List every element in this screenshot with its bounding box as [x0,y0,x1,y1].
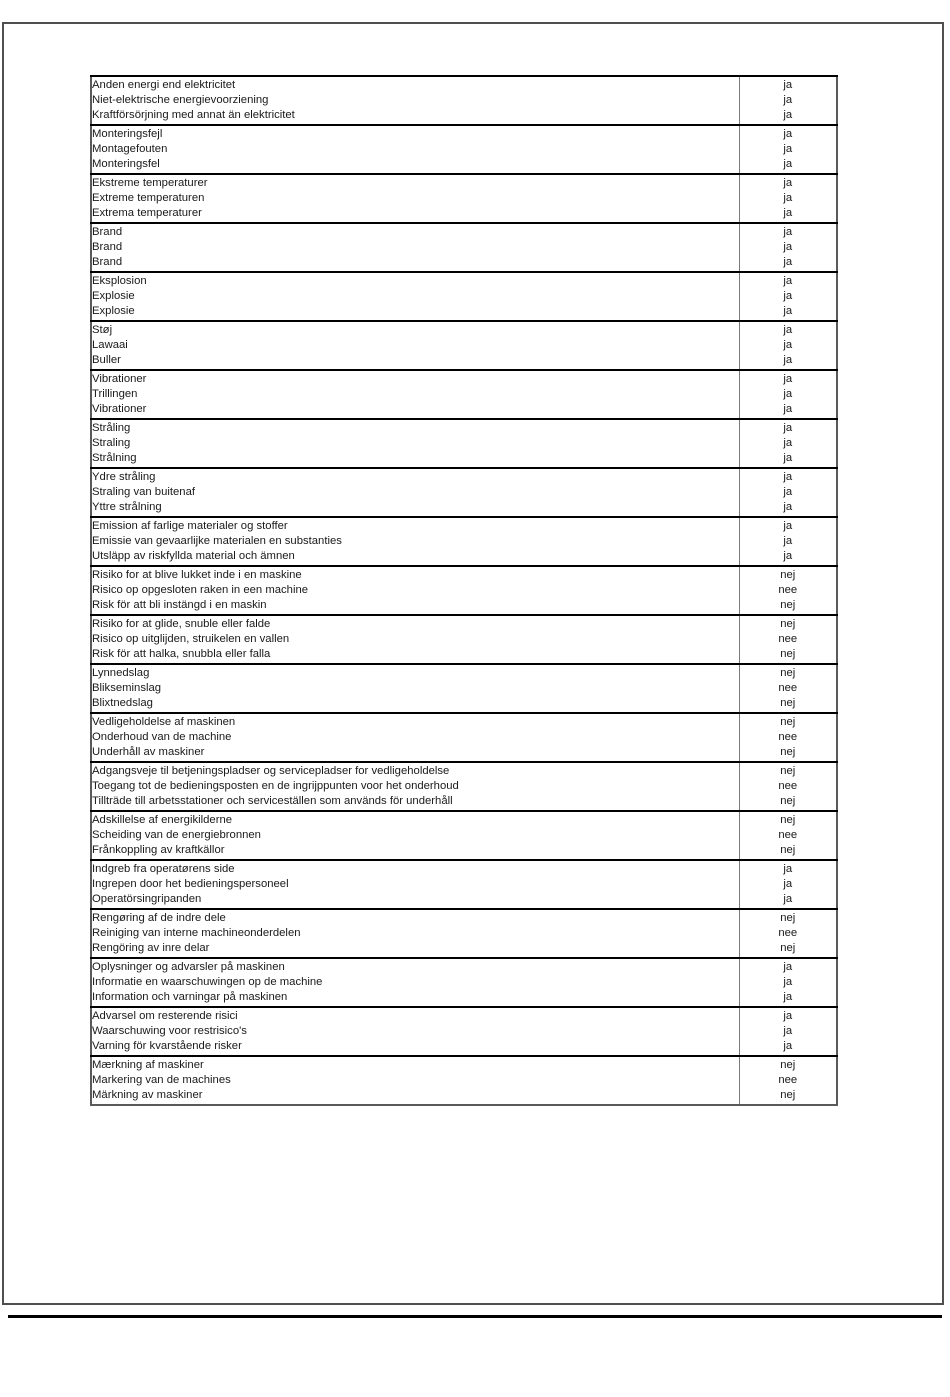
risk-label-cell: Adskillelse af energikilderne [91,811,739,828]
risk-label-cell: Explosie [92,305,135,317]
risk-label-cell: Brand [92,256,123,268]
risk-label-cell: Rengöring av inre delar [92,942,210,954]
risk-label-cell: Vibrationer [92,403,147,415]
answer-cell: ja [739,240,837,255]
risk-label-cell: Eksplosion [91,272,739,289]
risk-label-cell: Straling van buitenaf [92,486,195,498]
table-row [91,696,837,713]
table-row [91,745,837,762]
table-row [91,338,837,353]
risk-label-cell: Brand [91,223,739,240]
table-row [91,1056,837,1073]
risk-label-cell: Frånkoppling av kraftkällor [92,844,225,856]
risk-label-cell: Tillträde till arbetsstationer och serviceställen som används för underhåll [92,795,453,807]
table-row [91,157,837,174]
answer-cell: ja [739,436,837,451]
risk-label-cell: Montagefouten [92,143,168,155]
table-row [91,958,837,975]
risk-label-cell: Indgreb fra operatørens side [91,860,739,877]
risk-label-cell: Risiko for at glide, snuble eller falde [91,615,739,632]
table-row [91,762,837,779]
answer-cell: nee [739,926,837,941]
risk-label-cell: Støj [91,321,739,338]
risk-label-cell: Extrema temperaturer [92,207,202,219]
risk-checklist-table [90,75,838,1106]
table-row [91,272,837,289]
answer-cell: ja [739,125,837,142]
risk-label-cell: Adgangsveje til betjeningspladser og servicepladser for vedligeholdelse [91,762,739,779]
risk-label-cell: Utsläpp av riskfyllda material och ämnen [92,550,295,562]
answer-cell: nej [739,1088,837,1105]
risk-label-cell: Straling [92,437,131,449]
table-row [91,730,837,745]
table-row [91,304,837,321]
table-row [91,93,837,108]
table-row [91,794,837,811]
risk-label-cell: Extreme temperaturen [92,192,205,204]
answer-cell: nee [739,828,837,843]
answer-cell: ja [739,304,837,321]
answer-cell: ja [739,387,837,402]
table-row [91,223,837,240]
answer-cell: ja [739,206,837,223]
table-row [91,174,837,191]
answer-cell: ja [739,1039,837,1056]
risk-label-cell: Onderhoud van de machine [92,731,232,743]
risk-label-cell: Underhåll av maskiner [92,746,205,758]
answer-cell: nee [739,730,837,745]
table-row [91,191,837,206]
table-row [91,828,837,843]
answer-cell: ja [739,892,837,909]
answer-cell: ja [739,468,837,485]
risk-label-cell: Vibrationer [91,370,739,387]
answer-cell: ja [739,191,837,206]
risk-label-cell: Information och varningar på maskinen [92,991,288,1003]
table-row [91,370,837,387]
table-row [91,517,837,534]
risk-label-cell: Buller [92,354,121,366]
answer-cell: ja [739,76,837,93]
table-row [91,843,837,860]
answer-cell: nej [739,696,837,713]
page-frame [2,22,944,1305]
footer-rule [8,1315,942,1318]
answer-cell: nej [739,843,837,860]
risk-label-cell: Monteringsfel [92,158,160,170]
risk-label-cell: Risk för att halka, snubbla eller falla [92,648,271,660]
table-row [91,549,837,566]
risk-label-cell: Märkning av maskiner [92,1089,203,1101]
table-row [91,1088,837,1105]
answer-cell: ja [739,517,837,534]
answer-cell: ja [739,500,837,517]
table-row [91,419,837,436]
table-row [91,681,837,696]
risk-label-cell: Risiko for at blive lukket inde i en maskine [91,566,739,583]
table-row [91,500,837,517]
risk-label-cell: Blixtnedslag [92,697,153,709]
risk-label-cell: Ydre stråling [91,468,739,485]
risk-label-cell: Rengøring af de indre dele [91,909,739,926]
table-row [91,909,837,926]
answer-cell: ja [739,108,837,125]
risk-label-cell: Operatörsingripanden [92,893,202,905]
risk-label-cell: Oplysninger og advarsler på maskinen [91,958,739,975]
answer-cell: ja [739,990,837,1007]
risk-label-cell: Risico op uitglijden, struikelen en vallen [92,633,290,645]
risk-label-cell: Blikseminslag [92,682,162,694]
risk-label-cell: Monteringsfejl [91,125,739,142]
risk-label-cell: Ekstreme temperaturer [91,174,739,191]
answer-cell: nej [739,762,837,779]
answer-cell: ja [739,93,837,108]
risk-label-cell: Stråling [91,419,739,436]
table-row [91,289,837,304]
table-row [91,240,837,255]
answer-cell: ja [739,975,837,990]
risk-label-cell: Mærkning af maskiner [91,1056,739,1073]
answer-cell: nej [739,794,837,811]
risk-label-cell: Scheiding van de energiebronnen [92,829,261,841]
table-row [91,926,837,941]
answer-cell: nej [739,647,837,664]
table-row [91,811,837,828]
answer-cell: ja [739,370,837,387]
table-row [91,485,837,500]
answer-cell: ja [739,255,837,272]
table-row [91,108,837,125]
table-row [91,860,837,877]
answer-cell: nej [739,811,837,828]
table-row [91,451,837,468]
risk-label-cell: Kraftförsörjning med annat än elektricitet [92,109,295,121]
risk-label-cell: Strålning [92,452,137,464]
risk-label-cell: Informatie en waarschuwingen op de machine [92,976,323,988]
answer-cell: ja [739,1007,837,1024]
answer-cell: ja [739,353,837,370]
table-row [91,990,837,1007]
answer-cell: ja [739,223,837,240]
table-row [91,468,837,485]
checklist-table-body [91,76,837,1105]
risk-label-cell: Risk för att bli instängd i en maskin [92,599,267,611]
answer-cell: ja [739,321,837,338]
answer-cell: nee [739,1073,837,1088]
answer-cell: ja [739,419,837,436]
risk-label-cell: Brand [92,241,123,253]
risk-label-cell: Markering van de machines [92,1074,231,1086]
table-row [91,941,837,958]
table-row [91,779,837,794]
answer-cell: ja [739,338,837,353]
risk-label-cell: Lawaai [92,339,128,351]
answer-cell: nej [739,615,837,632]
table-row [91,125,837,142]
table-row [91,615,837,632]
risk-label-cell: Explosie [92,290,135,302]
risk-label-cell: Waarschuwing voor restrisico's [92,1025,247,1037]
table-row [91,321,837,338]
answer-cell: ja [739,485,837,500]
risk-label-cell: Lynnedslag [91,664,739,681]
risk-label-cell: Anden energi end elektricitet [91,76,739,93]
table-row [91,566,837,583]
table-row [91,1007,837,1024]
answer-cell: nej [739,909,837,926]
answer-cell: ja [739,860,837,877]
table-row [91,1073,837,1088]
answer-cell: nej [739,1056,837,1073]
table-row [91,647,837,664]
answer-cell: ja [739,157,837,174]
answer-cell: nej [739,566,837,583]
risk-label-cell: Varning för kvarstående risker [92,1040,242,1052]
answer-cell: nee [739,632,837,647]
table-row [91,975,837,990]
answer-cell: ja [739,549,837,566]
risk-label-cell: Reiniging van interne machineonderdelen [92,927,301,939]
answer-cell: nee [739,779,837,794]
answer-cell: nee [739,583,837,598]
risk-label-cell: Emission af farlige materialer og stoffer [91,517,739,534]
table-row [91,76,837,93]
answer-cell: ja [739,142,837,157]
answer-cell: nej [739,713,837,730]
table-row [91,534,837,549]
risk-label-cell: Ingrepen door het bedieningspersoneel [92,878,289,890]
answer-cell: nej [739,598,837,615]
table-row [91,206,837,223]
answer-cell: ja [739,877,837,892]
table-row [91,632,837,647]
risk-label-cell: Emissie van gevaarlijke materialen en substanties [92,535,342,547]
answer-cell: ja [739,1024,837,1039]
answer-cell: ja [739,958,837,975]
risk-label-cell: Yttre strålning [92,501,162,513]
risk-label-cell: Trillingen [92,388,138,400]
answer-cell: nej [739,664,837,681]
answer-cell: nej [739,941,837,958]
risk-label-cell: Vedligeholdelse af maskinen [91,713,739,730]
risk-label-cell: Niet-elektrische energievoorziening [92,94,269,106]
table-row [91,142,837,157]
table-row [91,436,837,451]
table-row [91,353,837,370]
table-row [91,713,837,730]
table-row [91,402,837,419]
answer-cell: nee [739,681,837,696]
risk-label-cell: Risico op opgesloten raken in een machine [92,584,309,596]
answer-cell: ja [739,534,837,549]
answer-cell: ja [739,272,837,289]
table-row [91,877,837,892]
answer-cell: ja [739,289,837,304]
risk-label-cell: Toegang tot de bedieningsposten en de ingrijppunten voor het onderhoud [92,780,459,792]
answer-cell: ja [739,451,837,468]
risk-label-cell: Advarsel om resterende risici [91,1007,739,1024]
table-row [91,255,837,272]
answer-cell: nej [739,745,837,762]
table-row [91,583,837,598]
table-row [91,664,837,681]
table-row [91,387,837,402]
table-row [91,1039,837,1056]
table-row [91,892,837,909]
answer-cell: ja [739,174,837,191]
answer-cell: ja [739,402,837,419]
table-row [91,1024,837,1039]
table-row [91,598,837,615]
